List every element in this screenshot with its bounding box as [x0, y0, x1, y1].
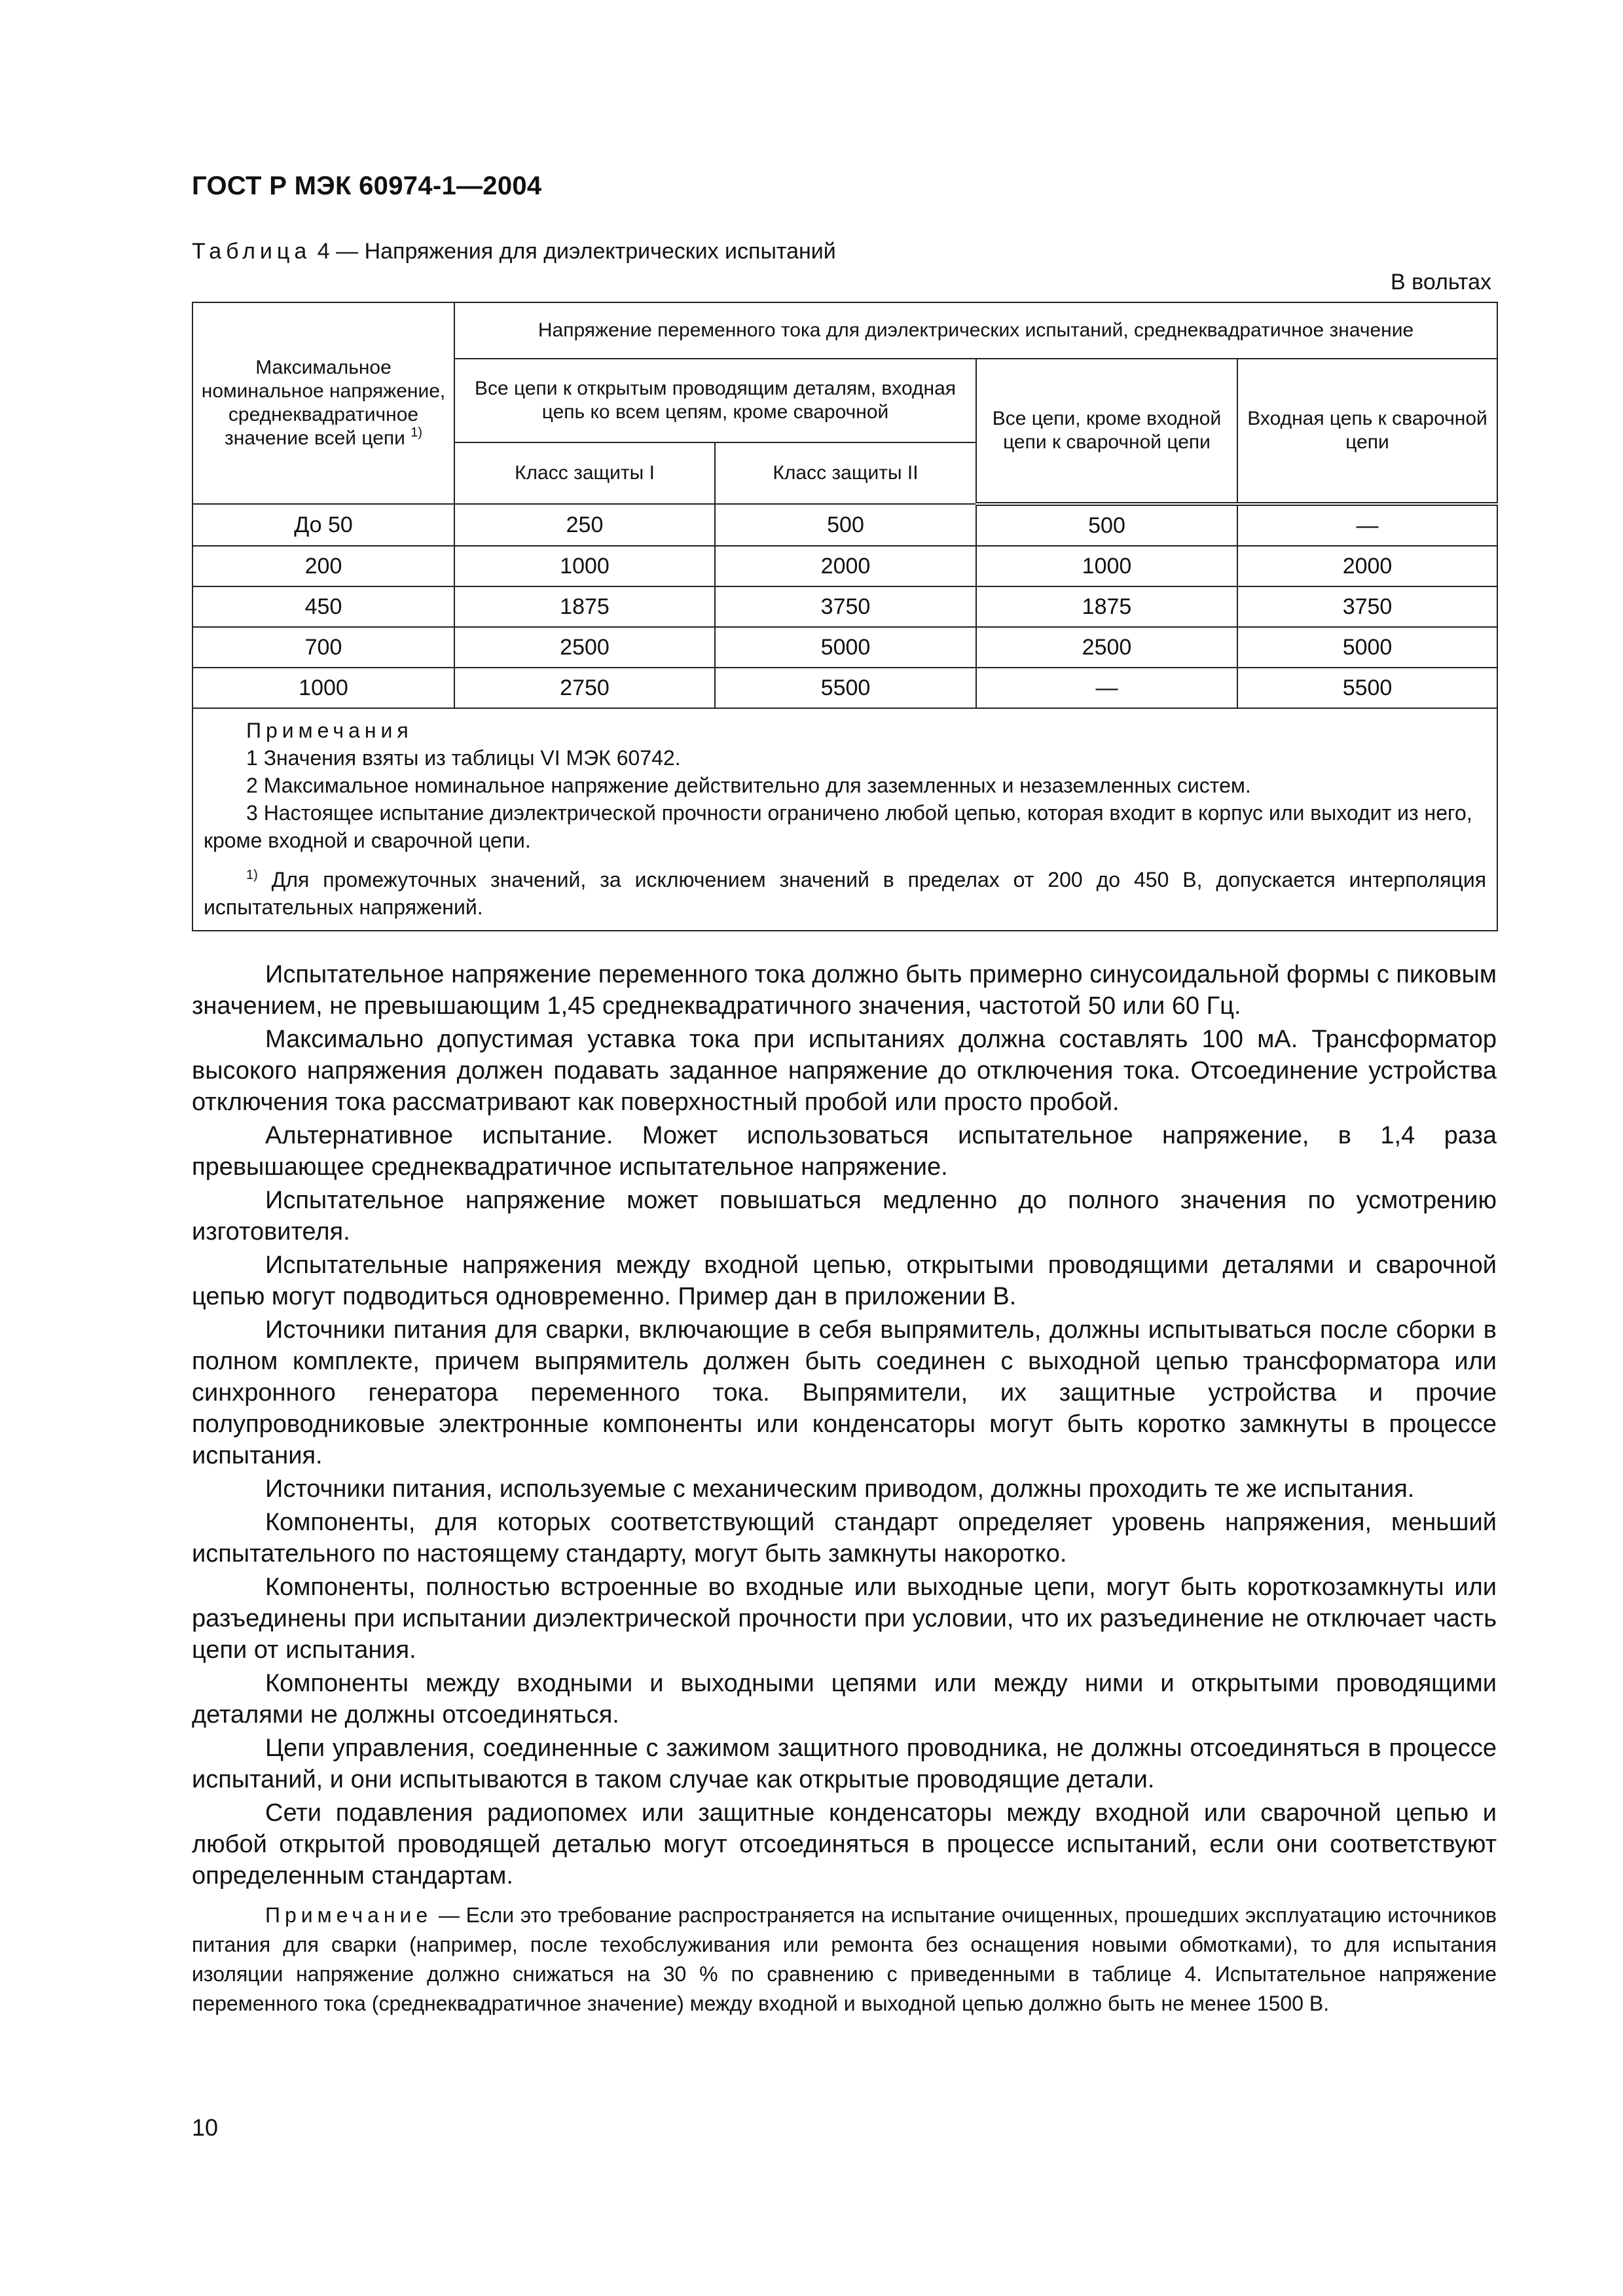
table-row [192, 627, 1497, 668]
table-cell: 200 [192, 546, 454, 586]
footnote-marker: 1) [246, 868, 258, 882]
body-paragraph: Компоненты, для которых соответствующий стандарт определяет уровень напряжения, меньший испытательного по настоящему стандарту, могут быть замкнуты накоротко. [192, 1509, 1497, 1568]
body-paragraph: Испытательное напряжение переменного тока должно быть примерно синусоидальной формы с пиковым значением, не превышающим 1,45 среднеквадратичного значения, частотой 50 или 60 Гц. [192, 961, 1497, 1020]
header-max-voltage-text: Максимальное номинальное напряжение, среднеквадратичное значение всей цепи [201, 357, 446, 449]
table-cell: 250 [454, 504, 715, 546]
voltage-table [192, 302, 1498, 931]
document-page [192, 171, 1497, 2018]
notes-heading: Примечания [246, 719, 413, 742]
header-test-voltage-group: Напряжение переменного тока для диэлектрических испытаний, среднеквадратичное значение [454, 302, 1497, 359]
table-cell: 2500 [454, 627, 715, 668]
table-notes-row [192, 708, 1497, 931]
page-number: 10 [192, 2114, 219, 2141]
table-cell: — [1237, 504, 1497, 546]
table-row [192, 586, 1497, 627]
body-paragraph: Сети подавления радиопомех или защитные конденсаторы между входной или сварочной цепью и любой открытой проводящей деталью могут отсоединяться в процессе испытаний, если они соответствуют определенным стандартам. [192, 1799, 1497, 1890]
body-paragraph: Цепи управления, соединенные с зажимом защитного проводника, не должны отсоединяться в процессе испытаний, и они испытываются в таком случае как открытые проводящие детали. [192, 1734, 1497, 1793]
body-paragraph: Альтернативное испытание. Может использоваться испытательное напряжение, в 1,4 раза превышающее среднеквадратичное испытательное напряжение. [192, 1122, 1497, 1181]
table-cell: 5500 [1237, 668, 1497, 708]
table-caption [192, 239, 1497, 264]
final-note-text: — Если это требование распространяется на испытание очищенных, прошедших эксплуатацию источников питания для сварки (например, после техобслуживания или ремонта без оснащения новыми обмотками), то для испытания изоляции напряжение должно снижаться на 30 % по сравнению с приведенными в таблице 4. Испытательное напряжение переменного тока (среднеквадратичное значение) между входной и выходной цепью должно быть не менее 1500 В. [192, 1903, 1497, 2015]
table-cell: 5500 [715, 668, 976, 708]
note-item: 1 Значения взяты из таблицы VI МЭК 60742. [246, 746, 681, 770]
table-cell: 1000 [976, 546, 1237, 586]
table-cell: 2750 [454, 668, 715, 708]
body-paragraph: Источники питания для сварки, включающие в себя выпрямитель, должны испытываться после сборки в полном комплекте, причем выпрямитель должен быть соединен с выходной цепью трансформатора или синхронного генератора переменного тока. Выпрямители, их защитные устройства и прочие полупроводниковые электронные компоненты или конденсаторы могут быть коротко замкнуты в процессе испытания. [192, 1316, 1497, 1469]
body-paragraph: Испытательное напряжение может повышаться медленно до полного значения по усмотрению изготовителя. [192, 1187, 1497, 1246]
table-cell: 1875 [454, 586, 715, 627]
body-paragraph: Компоненты, полностью встроенные во входные или выходные цепи, могут быть короткозамкнуты или разъединены при испытании диэлектрической прочности при условии, что их разъединение не отключает часть цепи от испытания. [192, 1573, 1497, 1664]
table-cell: 2000 [1237, 546, 1497, 586]
note-item: 3 Настоящее испытание диэлектрической прочности ограничено любой цепью, которая входит в корпус или выходит из него, кроме входной и сварочной цепи. [204, 801, 1472, 852]
footnote-marker: 1) [410, 425, 423, 440]
table-units: В вольтах [1391, 270, 1491, 295]
header-all-except-input: Все цепи, кроме входной цепи к сварочной цепи [976, 359, 1237, 504]
final-note-label: Примечание [265, 1903, 433, 1927]
body-paragraph: Испытательные напряжения между входной цепью, открытыми проводящими деталями и сварочной цепью могут подводиться одновременно. Пример дан в приложении В. [192, 1251, 1497, 1310]
document-title: ГОСТ Р МЭК 60974-1—2004 [192, 171, 542, 200]
table-caption-text: 4 — Напряжения для диэлектрических испытаний [317, 239, 836, 264]
header-input-to-welding: Входная цепь к сварочной цепи [1237, 359, 1497, 504]
header-max-voltage [192, 302, 454, 504]
table-caption-label: Таблица [192, 239, 312, 264]
header-class-1: Класс защиты I [454, 442, 715, 504]
footnote-text: Для промежуточных значений, за исключением значений в пределах от 200 до 450 В, допускается интерполяция испытательных напряжений. [204, 868, 1487, 919]
table-cell: 2500 [976, 627, 1237, 668]
header-class-2: Класс защиты II [715, 442, 976, 504]
table-cell: 2000 [715, 546, 976, 586]
body-text [192, 959, 1497, 2018]
table-cell: 3750 [1237, 586, 1497, 627]
table-row [192, 546, 1497, 586]
table-cell: 700 [192, 627, 454, 668]
table-row [192, 504, 1497, 546]
table-row [192, 668, 1497, 708]
table-cell: 3750 [715, 586, 976, 627]
table-cell: 1000 [192, 668, 454, 708]
table-header-row [192, 302, 1497, 359]
note-item: 2 Максимальное номинальное напряжение действительно для заземленных и незаземленных систем. [246, 774, 1251, 797]
table-cell: 1000 [454, 546, 715, 586]
table-cell: 500 [976, 504, 1237, 546]
body-paragraph: Источники питания, используемые с механическим приводом, должны проходить те же испытания. [265, 1475, 1415, 1503]
table-notes [192, 708, 1497, 931]
table-footnote [204, 866, 1486, 921]
table-cell: 450 [192, 586, 454, 627]
table-cell: 5000 [1237, 627, 1497, 668]
table-cell: — [976, 668, 1237, 708]
body-paragraph: Максимально допустимая уставка тока при испытаниях должна составлять 100 мА. Трансформатор высокого напряжения должен подавать заданное напряжение до отключения тока. Отсоединение устройства отключения тока рассматривают как поверхностный пробой или просто пробой. [192, 1026, 1497, 1116]
body-paragraph: Компоненты между входными и выходными цепями или между ними и открытыми проводящими деталями не должны отсоединяться. [192, 1670, 1497, 1729]
final-note [192, 1901, 1497, 2018]
table-cell: 500 [715, 504, 976, 546]
table-cell: 5000 [715, 627, 976, 668]
table-cell: До 50 [192, 504, 454, 546]
table-cell: 1875 [976, 586, 1237, 627]
header-all-circuits-to-parts: Все цепи к открытым проводящим деталям, входная цепь ко всем цепям, кроме сварочной [454, 359, 976, 442]
